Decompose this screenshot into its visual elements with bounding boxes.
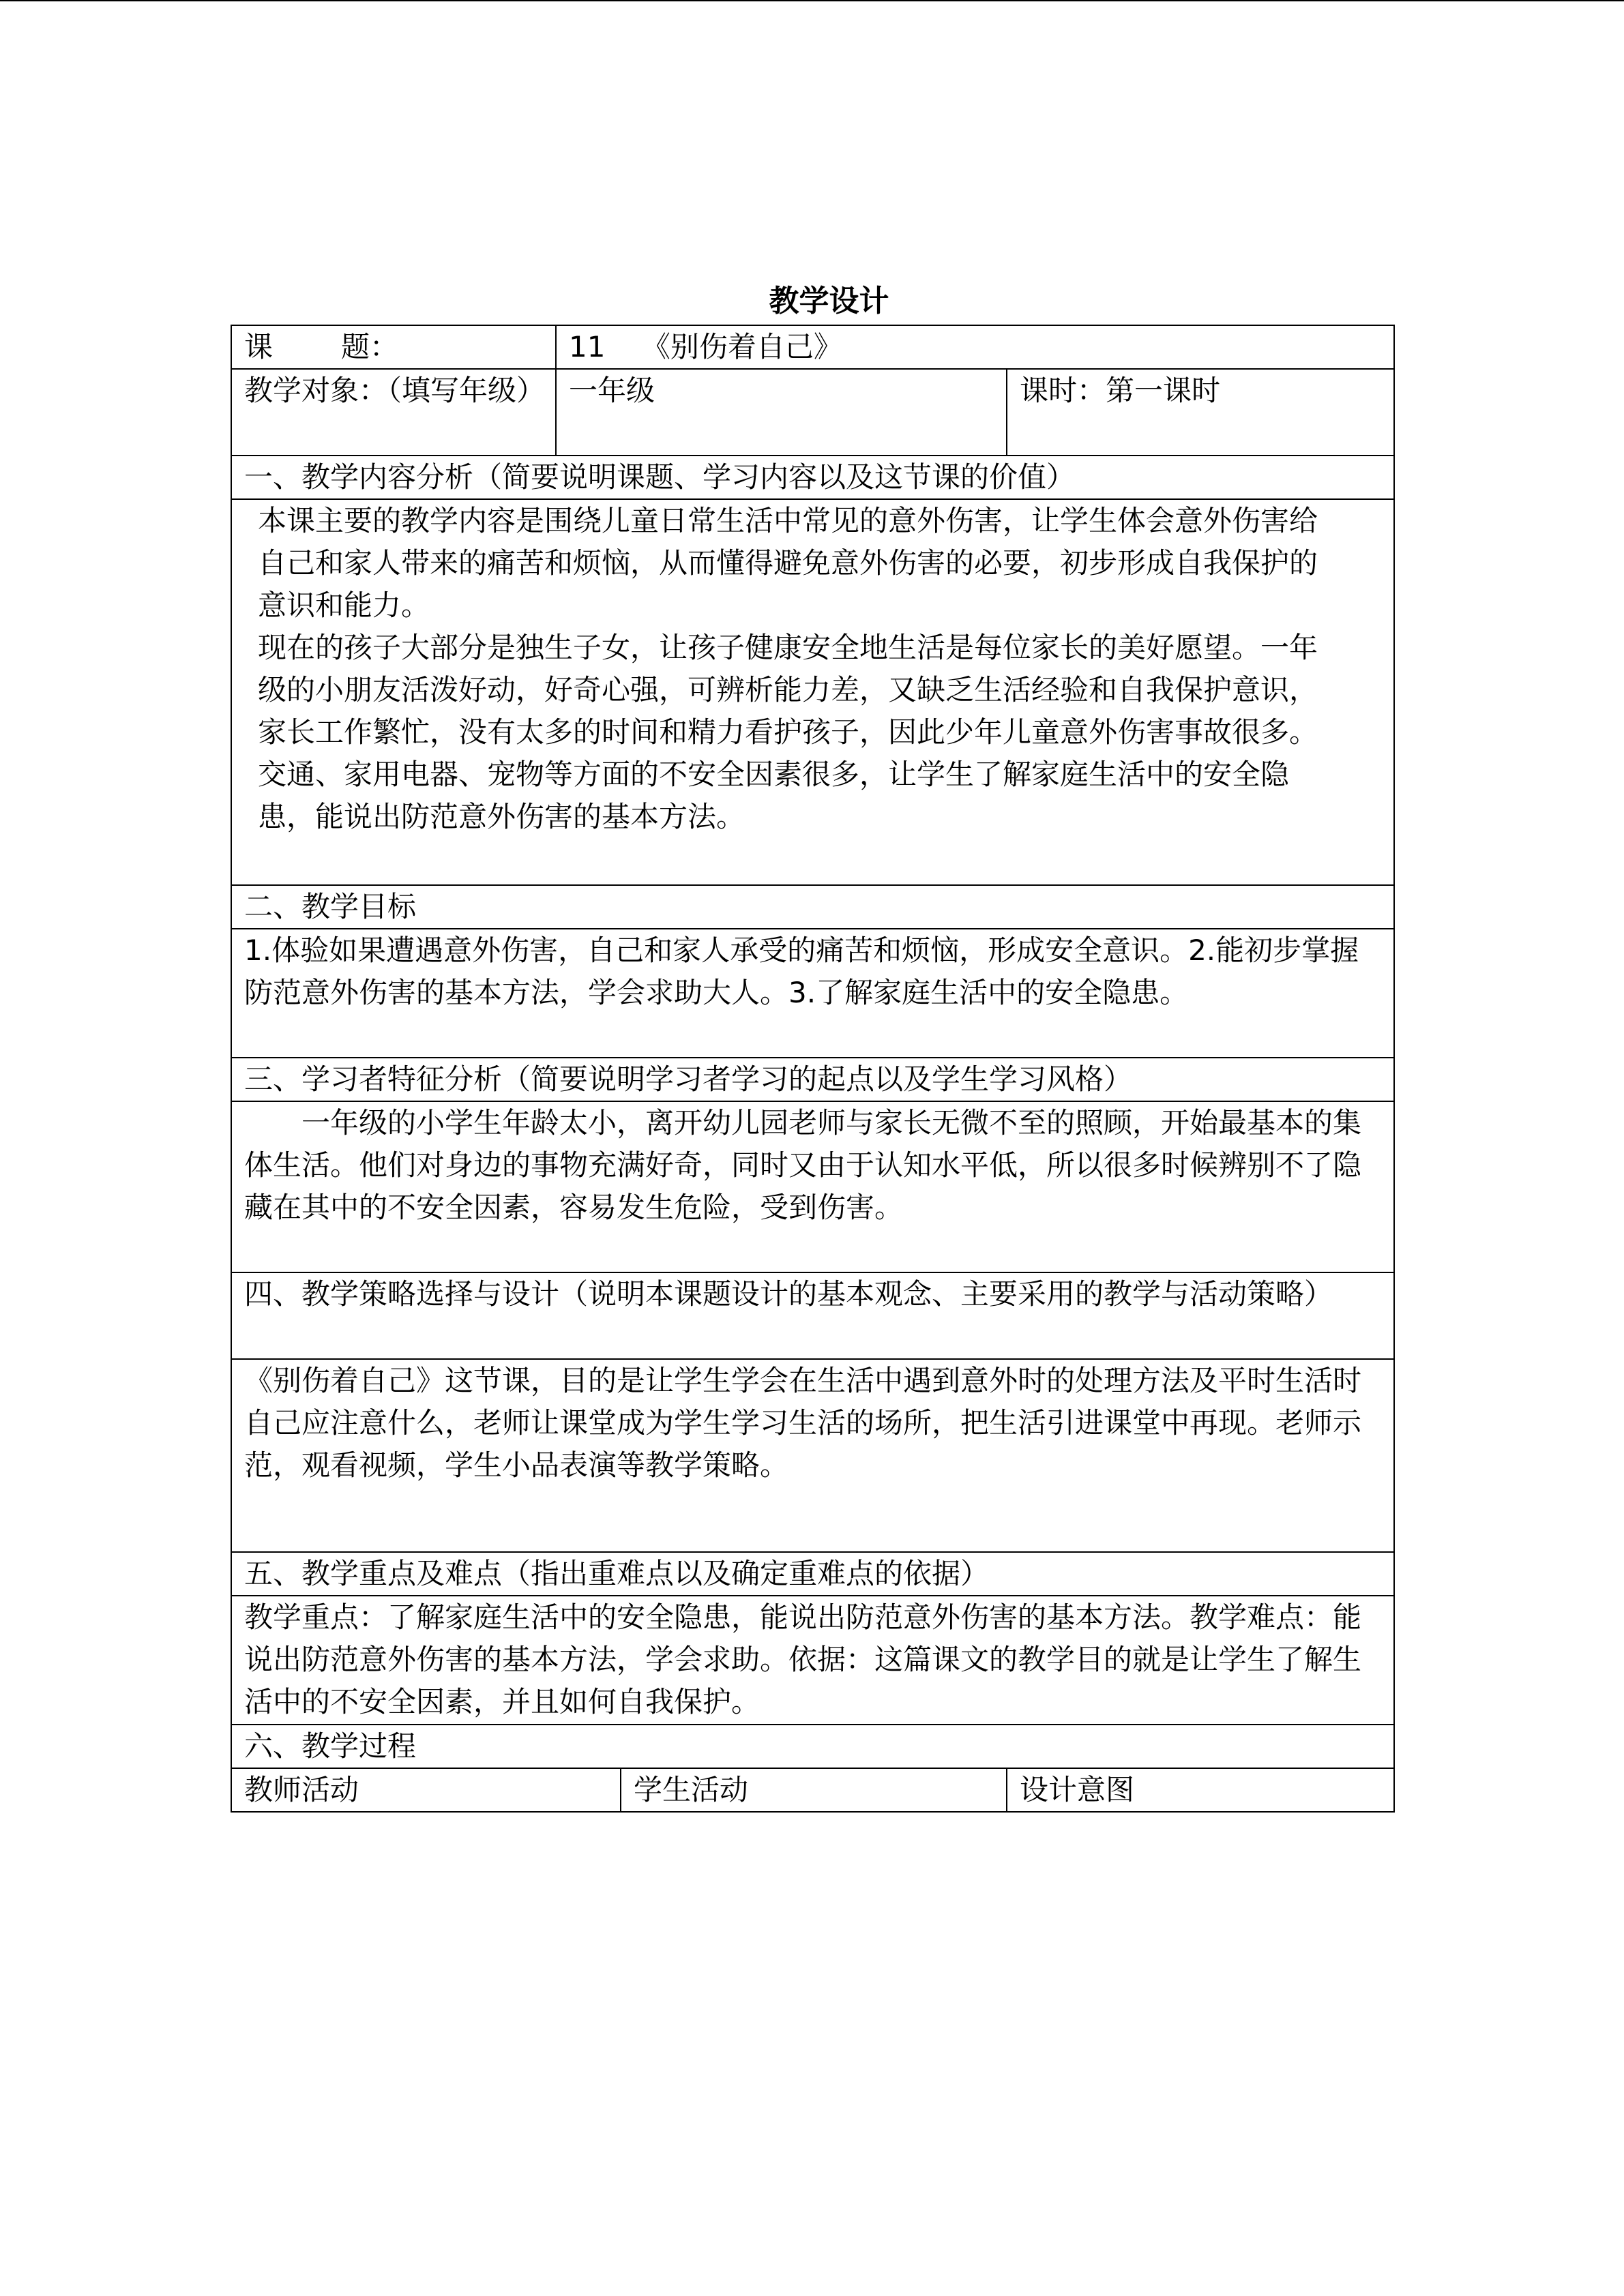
key-points-body: 教学重点：了解家庭生活中的安全隐患，能说出防范意外伤害的基本方法。教学难点：能说出防范意外伤害的基本方法，学会求助。依据：这篇课文的教学目的就是让学生了解生活中的不安全因素，并且如何自我保护。 [231,1596,1394,1725]
page-top-edge [0,0,1624,1]
topic-label-rest: 题： [341,330,399,363]
objectives-body-row [231,929,1394,1058]
key-points-heading-row [231,1552,1394,1596]
objectives-body: 1.体验如果遭遇意外伤害，自己和家人承受的痛苦和烦恼，形成安全意识。2.能初步掌握防范意外伤害的基本方法，学会求助大人。3.了解家庭生活中的安全隐患。 [231,929,1394,1058]
col-teacher-activity: 教师活动 [231,1768,621,1812]
process-columns-row [231,1768,1394,1812]
topic-row [231,325,1394,369]
topic-label-cell [231,325,556,369]
topic-name: 《别伤着自己》 [641,330,842,363]
learners-heading-row [231,1058,1394,1101]
strategy-heading-row [231,1272,1394,1359]
learners-body [231,1101,1394,1272]
period-cell: 课时：第一课时 [1007,369,1394,456]
objectives-heading: 二、教学目标 [231,885,1394,929]
learners-text: 一年级的小学生年龄太小，离开幼儿园老师与家长无微不至的照顾，开始最基本的集体生活。他们对身边的事物充满好奇，同时又由于认知水平低，所以很多时候辨别不了隐藏在其中的不安全因素，容易发生危险，受到伤害。 [244,1106,1362,1224]
strategy-body: 《别伤着自己》这节课，目的是让学生学会在生活中遇到意外时的处理方法及平时生活时自己应注意什么，老师让课堂成为学生学习生活的场所，把生活引进课堂中再现。老师示范，观看视频，学生小品表演等教学策略。 [231,1359,1394,1552]
strategy-heading: 四、教学策略选择与设计（说明本课题设计的基本观念、主要采用的教学与活动策略） [231,1272,1394,1359]
strategy-body-row [231,1359,1394,1552]
topic-label-char: 课 [244,330,274,363]
key-points-heading: 五、教学重点及难点（指出重难点以及确定重难点的依据） [231,1552,1394,1596]
learners-body-row [231,1101,1394,1272]
audience-value-cell: 一年级 [556,369,1007,456]
audience-label-cell: 教学对象：（填写年级） [231,369,556,456]
content-analysis-body [231,499,1394,885]
content-analysis-heading-row [231,456,1394,499]
col-student-activity: 学生活动 [621,1768,1007,1812]
lesson-plan-table [231,325,1395,1813]
col-design-intent: 设计意图 [1007,1768,1394,1812]
document-title: 教学设计 [769,284,889,318]
content-analysis-body-row [231,499,1394,885]
learners-heading: 三、学习者特征分析（简要说明学习者学习的起点以及学生学习风格） [231,1058,1394,1101]
audience-row [231,369,1394,456]
content-analysis-heading: 一、教学内容分析（简要说明课题、学习内容以及这节课的价值） [231,456,1394,499]
objectives-heading-row [231,885,1394,929]
content-analysis-para-2: 现在的孩子大部分是独生子女，让孩子健康安全地生活是每位家长的美好愿望。一年级的小朋友活泼好动，好奇心强，可辨析能力差，又缺乏生活经验和自我保护意识，家长工作繁忙，没有太多的时间和精力看护孩子，因此少年儿童意外伤害事故很多。交通、家用电器、宠物等方面的不安全因素很多，让学生了解家庭生活中的安全隐患，能说出防范意外伤害的基本方法。 [258,631,1318,833]
process-heading-row [231,1725,1394,1768]
process-heading: 六、教学过程 [231,1725,1394,1768]
content-analysis-para-1: 本课主要的教学内容是围绕儿童日常生活中常见的意外伤害，让学生体会意外伤害给自己和家人带来的痛苦和烦恼，从而懂得避免意外伤害的必要，初步形成自我保护的意识和能力。 [258,504,1318,622]
topic-value-cell [556,325,1394,369]
topic-number: 11 [569,330,606,363]
key-points-body-row [231,1596,1394,1725]
